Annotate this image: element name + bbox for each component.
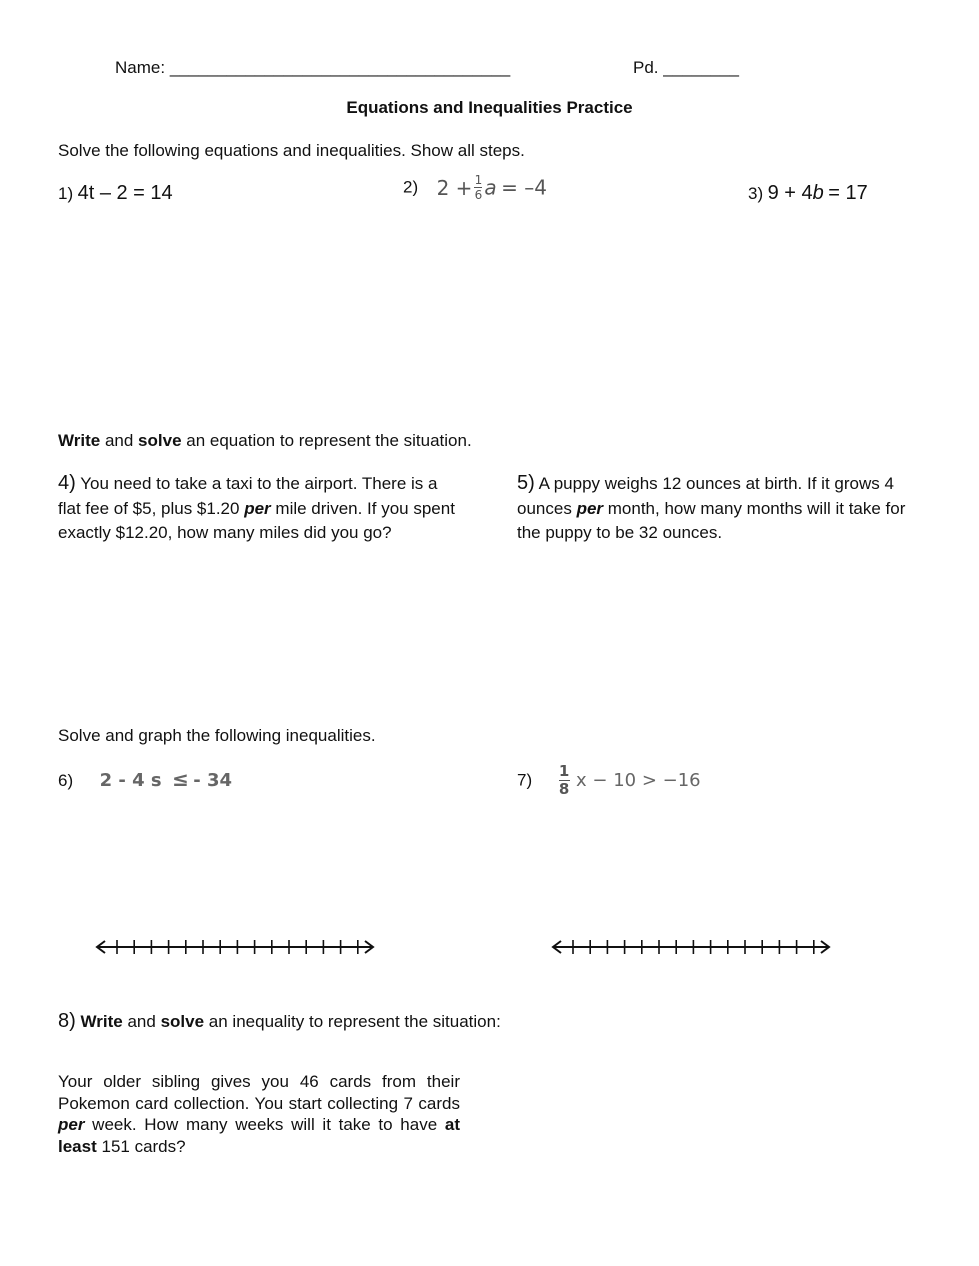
problem-4 bbox=[58, 471, 458, 546]
problem-6-expression: 2 - 4 s bbox=[99, 770, 162, 791]
problem-1-equation: 4t – 2 = 14 bbox=[77, 182, 173, 204]
problem-8-rest: an inequality to represent the situation: bbox=[208, 1012, 501, 1031]
problem-2-lead: 2 + bbox=[436, 175, 473, 200]
section3-instruction: Solve and graph the following inequalities. bbox=[58, 726, 376, 745]
problem-2-tail: = –4 bbox=[501, 175, 547, 200]
fraction-numerator: 1 bbox=[474, 173, 483, 187]
problem-1 bbox=[58, 182, 173, 205]
problem-6-number: 6) bbox=[58, 771, 74, 790]
story-text-b: week. How many weeks will it take to have bbox=[92, 1115, 438, 1134]
problem-8-and: and bbox=[127, 1012, 156, 1031]
problem-6-rhs: - 34 bbox=[193, 770, 233, 791]
problem-7-number: 7) bbox=[517, 770, 533, 790]
number-line-6[interactable] bbox=[93, 936, 378, 958]
name-line bbox=[115, 58, 510, 78]
problem-7-fraction bbox=[559, 764, 570, 797]
page-title: Equations and Inequalities Practice bbox=[346, 98, 633, 117]
problem-2-fraction bbox=[474, 174, 482, 201]
problem-3-lead: 9 + 4 bbox=[767, 182, 813, 204]
problem-2-number: 2) bbox=[403, 177, 419, 197]
problem-5-text-a: A puppy weighs 12 ounces at birth. If it grows 4 ounces bbox=[517, 474, 894, 518]
story-text-a: Your older sibling gives you 46 cards from their Pokemon card collection. You start collecting 7 cards bbox=[58, 1072, 460, 1113]
instruction-and: and bbox=[104, 431, 134, 450]
problem-8-number: 8) bbox=[58, 1010, 76, 1032]
problem-3-variable: b bbox=[812, 182, 824, 204]
problem-5 bbox=[517, 471, 912, 546]
problem-4-number: 4) bbox=[58, 472, 76, 494]
problem-5-text-b: month, how many months will it take for the puppy to be 32 ounces. bbox=[517, 498, 906, 542]
name-label: Name: bbox=[115, 58, 166, 77]
section2-instruction bbox=[58, 431, 472, 451]
name-blank[interactable]: ____________________________________ bbox=[169, 58, 511, 77]
fraction-denominator: 8 bbox=[558, 780, 570, 798]
problem-2 bbox=[403, 174, 547, 201]
problem-5-number: 5) bbox=[517, 472, 535, 494]
problem-3-tail: = 17 bbox=[828, 182, 868, 204]
problem-8-solve: solve bbox=[160, 1012, 205, 1031]
instruction-solve: solve bbox=[138, 431, 182, 450]
story-emphasis-per: per bbox=[58, 1115, 85, 1134]
problem-8-heading bbox=[58, 1010, 501, 1033]
period-blank[interactable]: ________ bbox=[663, 58, 739, 77]
problem-4-text-b: mile driven. If you spent exactly $12.20, how many miles did you go? bbox=[58, 498, 455, 542]
period-label: Pd. bbox=[633, 58, 659, 77]
problem-4-text-a: You need to take a taxi to the airport. There is a flat fee of $5, plus $1.20 bbox=[58, 474, 438, 518]
story-text-c: 151 cards? bbox=[101, 1136, 186, 1156]
problem-8-story bbox=[58, 1071, 460, 1157]
number-line-7[interactable] bbox=[549, 936, 834, 958]
instruction-write: Write bbox=[58, 431, 101, 450]
problem-5-emphasis: per bbox=[576, 498, 604, 518]
problem-8-write: Write bbox=[80, 1012, 123, 1031]
section1-instruction: Solve the following equations and inequalities. Show all steps. bbox=[58, 141, 525, 160]
problem-1-number: 1) bbox=[58, 184, 74, 203]
fraction-denominator: 6 bbox=[474, 188, 483, 202]
problem-3 bbox=[748, 182, 868, 205]
instruction-rest: an equation to represent the situation. bbox=[186, 431, 472, 450]
period-line bbox=[633, 58, 739, 78]
problem-7-expression: x − 10 > −16 bbox=[576, 770, 701, 791]
problem-3-number: 3) bbox=[748, 184, 764, 203]
problem-6-symbol: ≤ bbox=[172, 767, 189, 791]
problem-7 bbox=[517, 764, 701, 797]
problem-2-variable: a bbox=[484, 175, 497, 200]
story-emphasis-at-least: at least bbox=[58, 1115, 460, 1156]
problem-4-emphasis: per bbox=[244, 498, 271, 518]
fraction-numerator: 1 bbox=[558, 762, 570, 780]
problem-6 bbox=[58, 767, 232, 791]
